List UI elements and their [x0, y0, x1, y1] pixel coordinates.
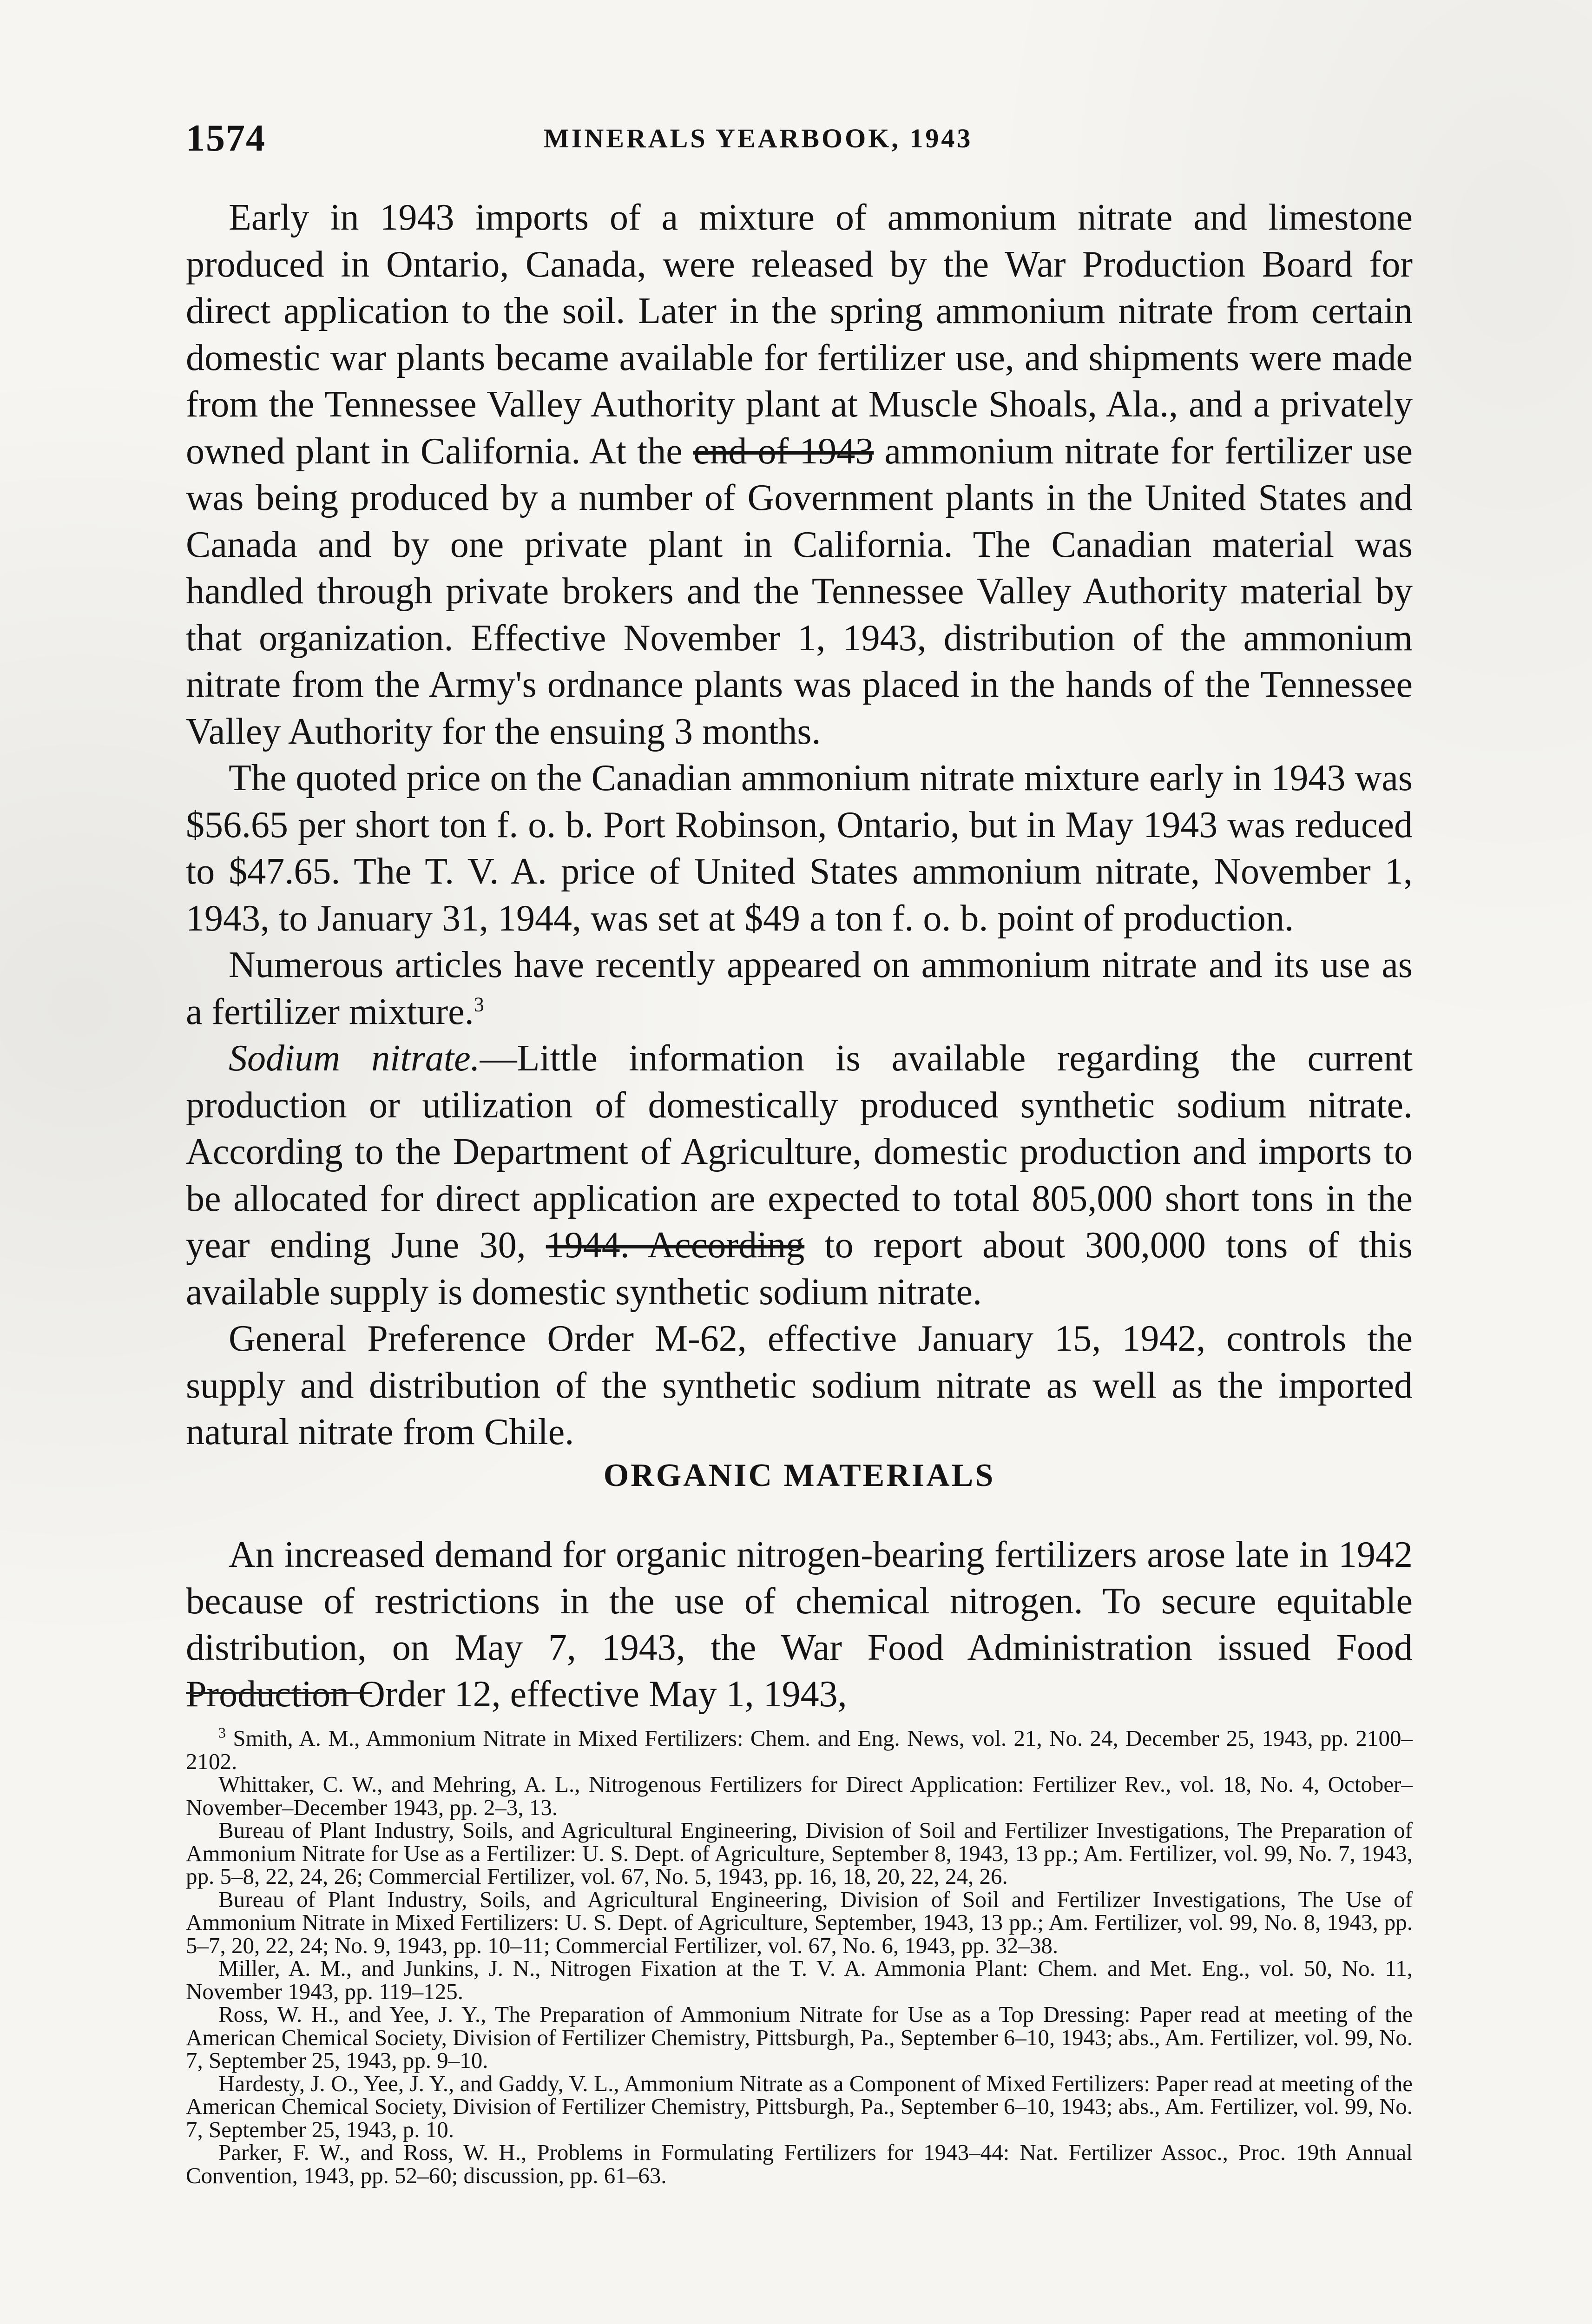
paragraph-text: —Little information is available regarding the current production or utilization of domestically produced synthetic sodium nitrate. According to the Department of Agriculture, domestic production and imports to be allocated for direct application are expected to total 805,000 short tons in the year ending June 30, [186, 1038, 1413, 1266]
struck-text: end of 1943 [693, 430, 874, 472]
footnote-divider [186, 1692, 372, 1694]
page-number: 1574 [186, 117, 266, 159]
footnote-item: Ross, W. H., and Yee, J. Y., The Preparation of Ammonium Nitrate for Use as a Top Dressing: Paper read at meeting of the American Chemical Society, Division of Fertilizer Chemistry, Pittsburgh, Pa., September 6–10, 1943; abs., Am. Fertilizer, vol. 99, No. 7, September 25, 1943, pp. 9–10. [186, 2001, 1413, 2073]
section-body [186, 1532, 1413, 1717]
footnote-item: Miller, A. M., and Junkins, J. N., Nitrogen Fixation at the T. V. A. Ammonia Plant: Chem. and Met. Eng., vol. 50, No. 11, November 1943, pp. 119–125. [186, 1955, 1413, 2004]
paragraph-prices: The quoted price on the Canadian ammonium nitrate mixture early in 1943 was $56.65 per short ton f. o. b. Port Robinson, Ontario, but in May 1943 was reduced to $47.65. The T. V. A. price of United States ammonium nitrate, November 1, 1943, to January 31, 1944, was set at $49 a ton f. o. b. point of production. [186, 758, 1413, 939]
paragraph-ammonium-imports [186, 194, 1413, 755]
footnote-item [186, 1724, 1413, 1774]
section-heading: ORGANIC MATERIALS [603, 1458, 995, 1493]
struck-text: 1944. According [546, 1225, 805, 1266]
running-title: MINERALS YEARBOOK, 1943 [544, 123, 973, 153]
footnote-item: Bureau of Plant Industry, Soils, and Agricultural Engineering, Division of Soil and Fertilizer Investigations, The Use of Ammonium Nitrate in Mixed Fertilizers: U. S. Dept. of Agriculture, September, 1943, 13 pp.; Am. Fertilizer, vol. 99, No. 8, 1943, pp. 5–7, 20, 22, 24; No. 9, 1943, pp. 10–11; Commercial Fertilizer, vol. 67, No. 6, 1943, pp. 32–38. [186, 1886, 1413, 1958]
footnote-mark: 3 [218, 1724, 226, 1741]
paragraph-text: Numerous articles have recently appeared on ammonium nitrate and its use as a fertilizer mixture. [186, 944, 1413, 1032]
paragraph-articles [186, 942, 1413, 1035]
footnotes [186, 1724, 1413, 2188]
footnote-item: Hardesty, J. O., Yee, J. Y., and Gaddy, V. L., Ammonium Nitrate as a Component of Mixed Fertilizers: Paper read at meeting of the American Chemical Society, Division of Fertilizer Chemistry, Pittsburgh, Pa., September 6–10, 1943; abs., Am. Fertilizer, vol. 99, No. 7, September 25, 1943, p. 10. [186, 2070, 1413, 2142]
footnote-item: Bureau of Plant Industry, Soils, and Agricultural Engineering, Division of Soil and Fertilizer Investigations, The Preparation of Ammonium Nitrate for Use as a Fertilizer: U. S. Dept. of Agriculture, September 8, 1943, 13 pp.; Am. Fertilizer, vol. 99, No. 7, 1943, pp. 5–8, 22, 24, 26; Commercial Fertilizer, vol. 67, No. 5, 1943, pp. 16, 18, 20, 22, 24, 26. [186, 1817, 1413, 1889]
paragraph-preference-order: General Preference Order M-62, effective January 15, 1942, controls the supply and distribution of the synthetic sodium nitrate as well as the imported natural nitrate from Chile. [186, 1318, 1413, 1452]
footnote-text: Smith, A. M., Ammonium Nitrate in Mixed Fertilizers: Chem. and Eng. News, vol. 21, No. 24, December 25, 1943, pp. 2100–2102. [186, 1725, 1413, 1774]
footnote-item: Parker, F. W., and Ross, W. H., Problems in Formulating Fertilizers for 1943–44: Nat. Fertilizer Assoc., Proc. 19th Annual Convention, 1943, pp. 52–60; discussion, pp. 61–63. [186, 2139, 1413, 2188]
body-text [186, 194, 1413, 1456]
paragraph-organic-demand: An increased demand for organic nitrogen-bearing fertilizers arose late in 1942 because of restrictions in the use of chemical nitrogen. To secure equitable distribution, on May 7, 1943, the War Food Administration issued Food Production Order 12, effective May 1, 1943, [186, 1534, 1413, 1715]
run-in-heading: Sodium nitrate. [229, 1038, 480, 1079]
paragraph-text: ammonium nitrate for fertilizer use was being produced by a number of Government plants in the United States and Canada and by one private plant in California. The Canadian material was handled through private brokers and the Tennessee Valley Authority material by that organization. Effective November 1, 1943, distribution of the ammonium nitrate from the Army's ordnance plants was placed in the hands of the Tennessee Valley Authority for the ensuing 3 months. [186, 430, 1413, 752]
paragraph-text: Early in 1943 imports of a mixture of ammonium nitrate and limestone produced in Ontario, Canada, were released by the War Production Board for direct application to the soil. Later in the spring ammonium nitrate from certain domestic war plants became available for fertilizer use, and shipments were made from the Tennessee Valley Authority plant at Muscle Shoals, Ala., and a privately owned plant in California. [186, 197, 1413, 472]
paragraph-text: to report about 300,000 tons of this available supply is domestic synthetic sodium nitrate. [186, 1225, 1413, 1313]
paragraph-text: At the [589, 430, 683, 472]
page-header [186, 116, 1408, 167]
footnote-item: Whittaker, C. W., and Mehring, A. L., Nitrogenous Fertilizers for Direct Application: Fertilizer Rev., vol. 18, No. 4, October–November–December 1943, pp. 2–3, 13. [186, 1771, 1413, 1820]
footnote-reference: 3 [474, 992, 484, 1016]
paragraph-sodium-nitrate [186, 1035, 1413, 1315]
